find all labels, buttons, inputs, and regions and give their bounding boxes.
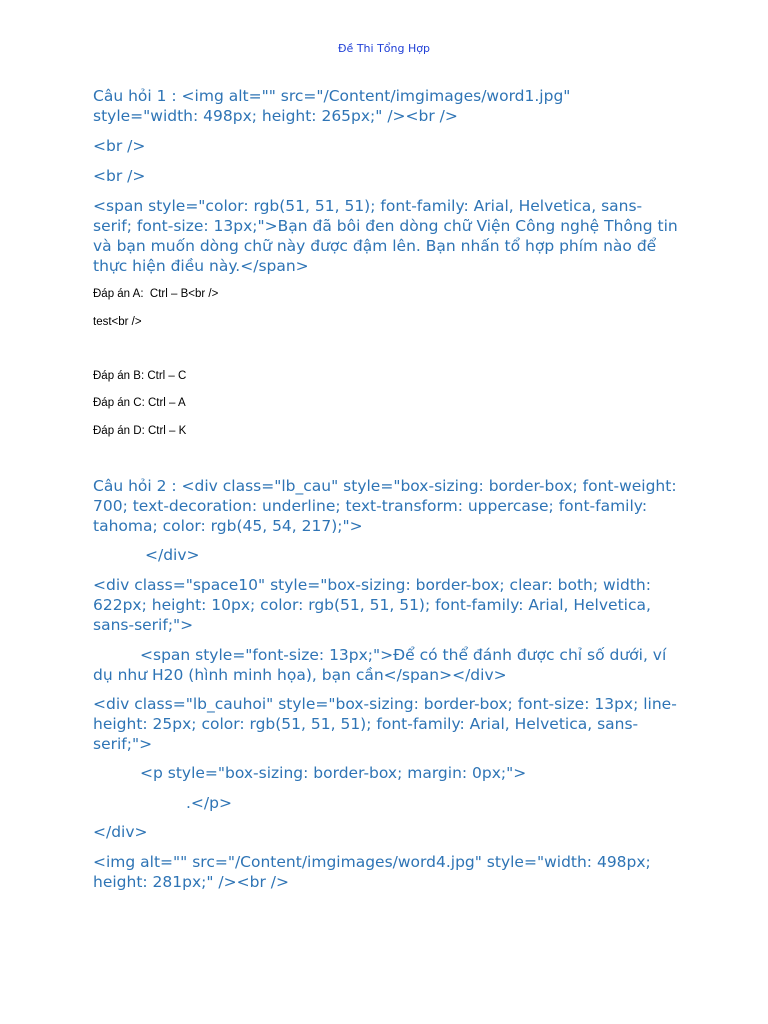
q1-test: test<br /> (93, 316, 142, 328)
q1-br1: <br /> (93, 137, 146, 155)
document-header: Đề Thi Tổng Hợp (338, 42, 430, 55)
q2-div-cauhoi: <div class="lb_cauhoi" style="box-sizing: border-box; font-size: 13px; line-height: 25px; color: rgb(51, 51, 51); font-family: Arial, Helvetica, sans-serif;"> (93, 695, 677, 753)
q2-div-space: <div class="space10" style="box-sizing: border-box; clear: both; width: 622px; height: 10px; color: rgb(51, 51, 51); font-family: Arial, Helvetica, sans-serif;"> (93, 576, 656, 634)
q1-br2: <br /> (93, 167, 146, 185)
q2-p-close: .</p> (186, 794, 232, 812)
q1-answer-a: Đáp án A: Ctrl – B<br /> (93, 288, 219, 300)
q1-span: <span style="color: rgb(51, 51, 51); font-family: Arial, Helvetica, sans-serif; font-size: 13px;">Bạn đã bôi đen dòng chữ Viện Công nghệ Thông tin và bạn muốn dòng chữ này được đậm lên. Bạn nhấn tổ hợp phím nào để thực hiện điều này.</span> (93, 197, 683, 275)
q2-div-end: </div> (93, 823, 148, 841)
q2-img: <img alt="" src="/Content/imgimages/word4.jpg" style="width: 498px; height: 281px;" /><br /> (93, 853, 656, 891)
q1-line1: Câu hỏi 1 : <img alt="" src="/Content/imgimages/word1.jpg" style="width: 498px; height: 265px;" /><br /> (93, 87, 576, 125)
q2-p-open: <p style="box-sizing: border-box; margin: 0px;"> (140, 764, 527, 782)
q1-answer-d: Đáp án D: Ctrl – K (93, 425, 187, 437)
q1-answer-b: Đáp án B: Ctrl – C (93, 370, 187, 382)
q1-answer-c: Đáp án C: Ctrl – A (93, 397, 186, 409)
q2-span: <span style="font-size: 13px;">Để có thể đánh được chỉ số dưới, ví dụ như H20 (hình minh họa), bạn cần</span></div> (93, 646, 672, 684)
q2-div-close: </div> (145, 546, 200, 564)
q2-line1: Câu hỏi 2 : <div class="lb_cau" style="box-sizing: border-box; font-weight: 700; text-decoration: underline; text-transform: uppercase; font-family: tahoma; color: rgb(45, 54, 217);"> (93, 477, 682, 535)
